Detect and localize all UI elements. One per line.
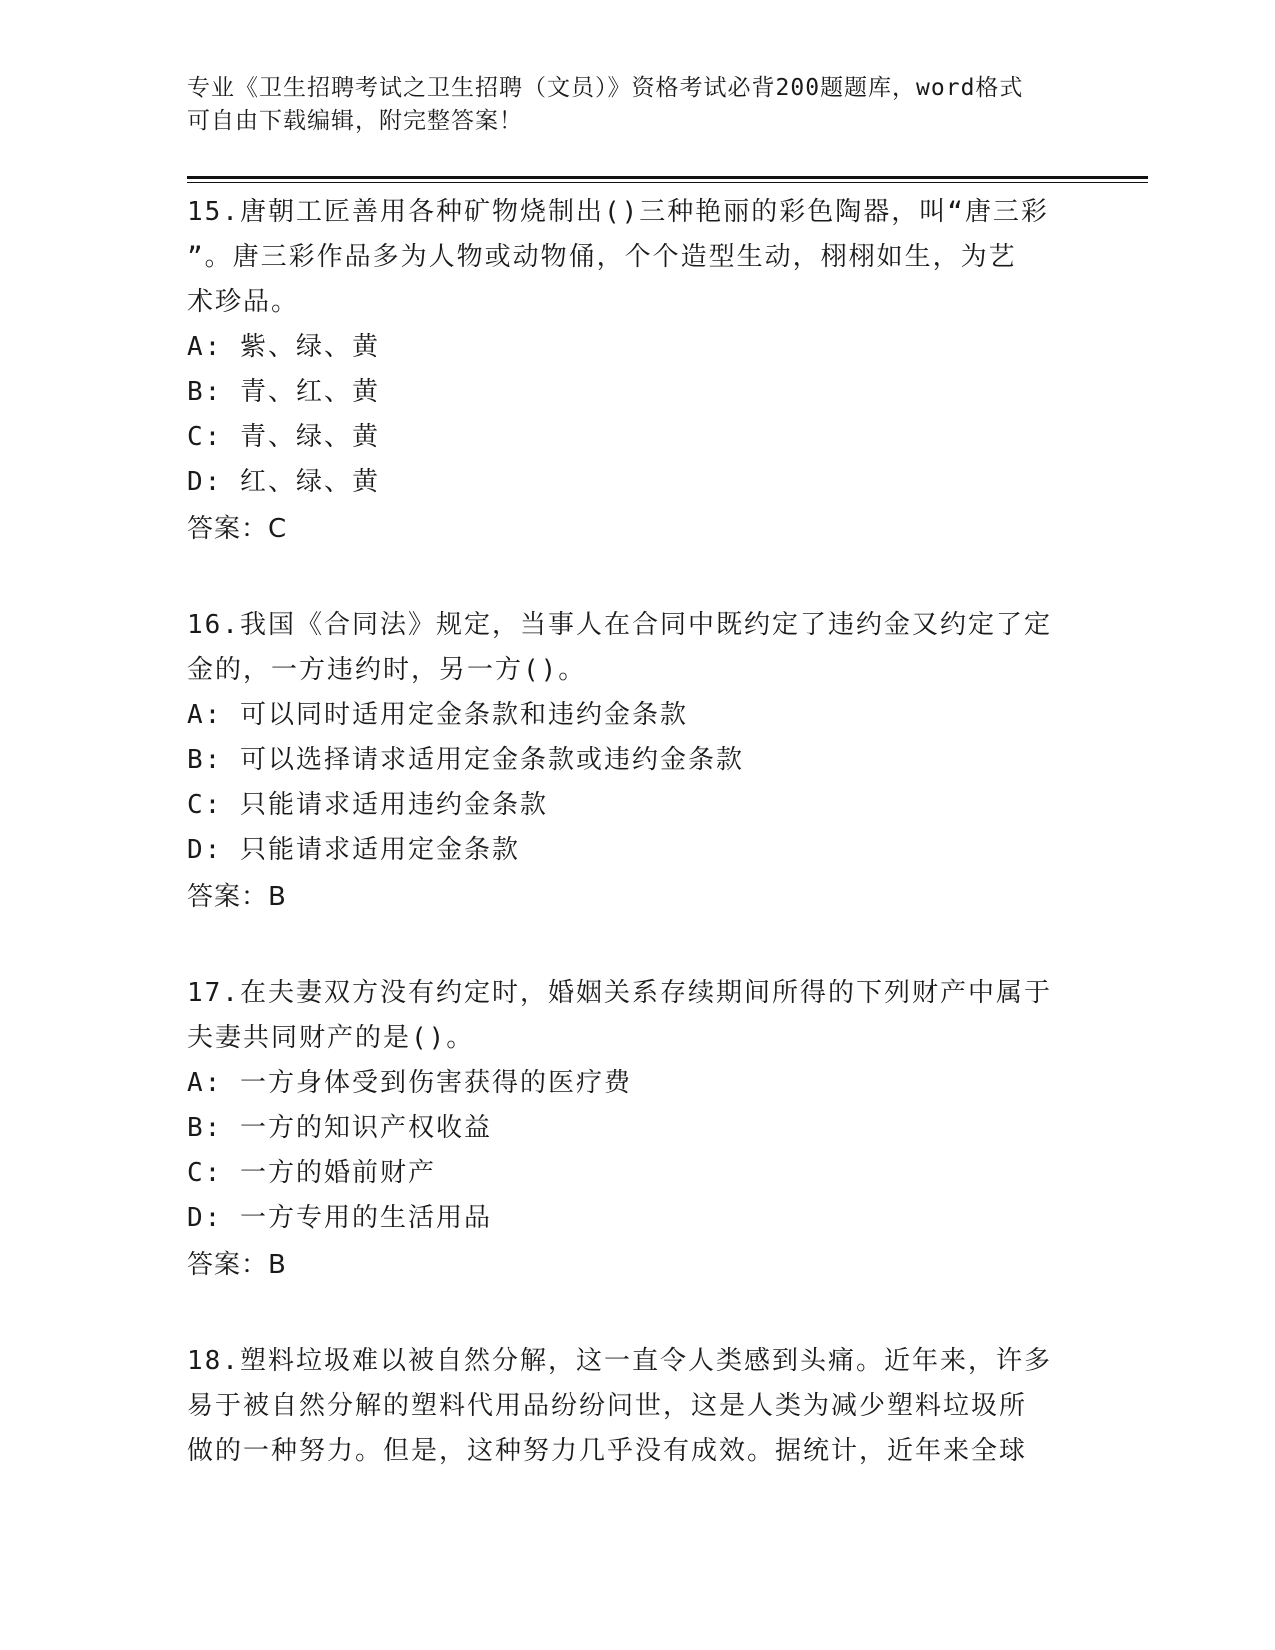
question-text-line: 16.我国《合同法》规定，当事人在合同中既约定了违约金又约定了定 bbox=[187, 610, 1052, 640]
option-c: C: 青、绿、黄 bbox=[187, 422, 380, 452]
question-text-line: 18.塑料垃圾难以被自然分解，这一直令人类感到头痛。近年来，许多 bbox=[187, 1346, 1052, 1376]
question-text-line: 术珍品。 bbox=[187, 287, 300, 317]
question-text-line: 15.唐朝工匠善用各种矿物烧制出()三种艳丽的彩色陶器，叫“唐三彩 bbox=[187, 197, 1049, 227]
answer: 答案：B bbox=[187, 1250, 287, 1280]
option-a: A: 紫、绿、黄 bbox=[187, 332, 380, 362]
answer: 答案：B bbox=[187, 882, 287, 912]
question-text bbox=[187, 971, 1087, 1061]
document-header bbox=[187, 72, 1067, 138]
question-list bbox=[187, 190, 1087, 1524]
question-16 bbox=[187, 603, 1087, 921]
option-b: B: 一方的知识产权收益 bbox=[187, 1113, 492, 1143]
option-c: C: 一方的婚前财产 bbox=[187, 1158, 436, 1188]
question-text-line: ”。唐三彩作品多为人物或动物俑，个个造型生动，栩栩如生，为艺 bbox=[187, 242, 1017, 272]
option-d: D: 一方专用的生活用品 bbox=[187, 1203, 492, 1233]
header-divider-thin bbox=[187, 182, 1148, 183]
question-15 bbox=[187, 190, 1087, 553]
header-line-1: 专业《卫生招聘考试之卫生招聘（文员）》资格考试必背200题题库，word格式 bbox=[187, 75, 1024, 101]
answer: 答案：C bbox=[187, 514, 288, 544]
question-18 bbox=[187, 1339, 1087, 1474]
option-a: A: 一方身体受到伤害获得的医疗费 bbox=[187, 1068, 632, 1098]
question-text-line: 做的一种努力。但是，这种努力几乎没有成效。据统计，近年来全球 bbox=[187, 1436, 1028, 1466]
question-text bbox=[187, 190, 1087, 325]
question-text-line: 易于被自然分解的塑料代用品纷纷问世，这是人类为减少塑料垃圾所 bbox=[187, 1391, 1028, 1421]
question-text bbox=[187, 1339, 1087, 1474]
question-17 bbox=[187, 971, 1087, 1289]
question-text bbox=[187, 603, 1087, 693]
option-d: D: 只能请求适用定金条款 bbox=[187, 835, 520, 865]
option-c: C: 只能请求适用违约金条款 bbox=[187, 790, 548, 820]
question-text-line: 17.在夫妻双方没有约定时，婚姻关系存续期间所得的下列财产中属于 bbox=[187, 978, 1052, 1008]
option-b: B: 青、红、黄 bbox=[187, 377, 380, 407]
option-d: D: 红、绿、黄 bbox=[187, 467, 380, 497]
option-a: A: 可以同时适用定金条款和违约金条款 bbox=[187, 700, 688, 730]
option-b: B: 可以选择请求适用定金条款或违约金条款 bbox=[187, 745, 744, 775]
question-text-line: 金的，一方违约时，另一方()。 bbox=[187, 655, 587, 685]
header-line-2: 可自由下载编辑，附完整答案！ bbox=[187, 108, 523, 134]
header-divider-thick bbox=[187, 176, 1148, 179]
question-text-line: 夫妻共同财产的是()。 bbox=[187, 1023, 475, 1053]
